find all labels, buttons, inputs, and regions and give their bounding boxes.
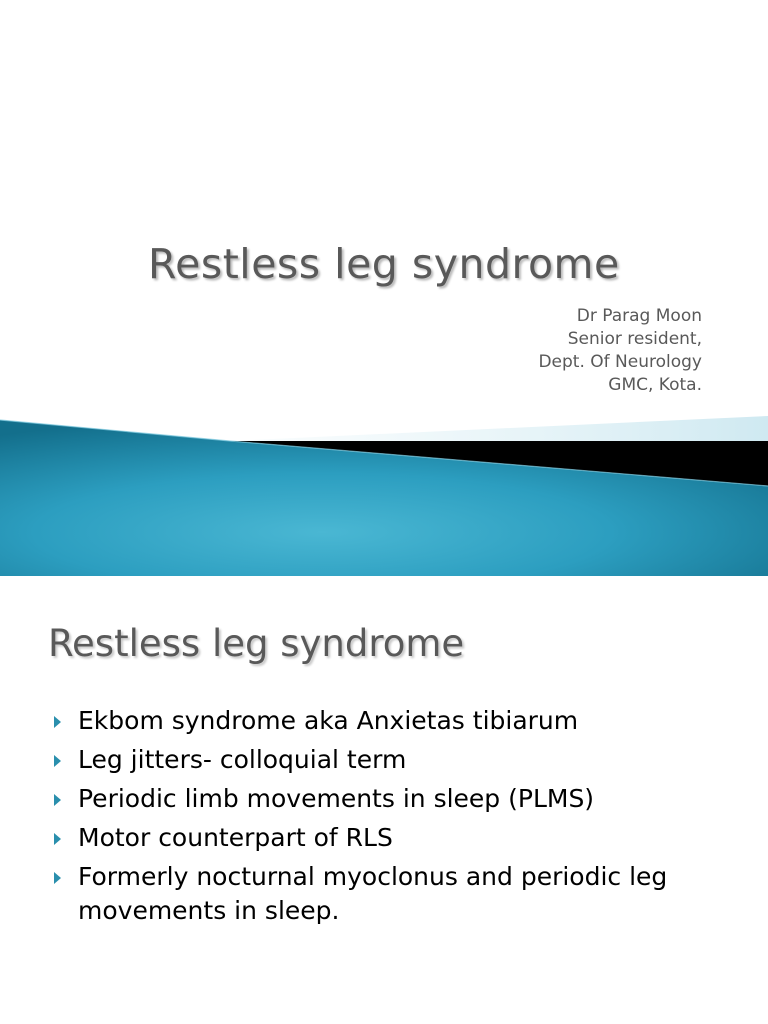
decorative-wave-band	[0, 410, 768, 576]
bullet-list	[54, 704, 714, 933]
list-item	[54, 821, 714, 855]
bullet-text: Periodic limb movements in sleep (PLMS)	[78, 784, 595, 813]
triangle-right-icon	[54, 872, 61, 884]
list-item	[54, 860, 714, 928]
bullet-text: Ekbom syndrome aka Anxietas tibiarum	[78, 706, 579, 735]
bullet-text: Leg jitters- colloquial term	[78, 745, 407, 774]
list-item	[54, 782, 714, 816]
band-light-shape	[230, 416, 768, 441]
bullet-text: Motor counterpart of RLS	[78, 823, 393, 852]
subtitle-line: Dr Parag Moon	[576, 306, 702, 326]
content-slide	[0, 576, 768, 1024]
list-item	[54, 704, 714, 738]
subtitle-line: GMC, Kota.	[608, 375, 702, 395]
bullet-text: Formerly nocturnal myoclonus and periodic leg movements in sleep.	[78, 862, 668, 925]
triangle-right-icon	[54, 833, 61, 845]
triangle-right-icon	[54, 794, 61, 806]
subtitle-line: Senior resident,	[567, 329, 702, 349]
triangle-right-icon	[54, 755, 61, 767]
list-item	[54, 743, 714, 777]
title-slide-title: Restless leg syndrome	[148, 240, 620, 288]
subtitle-line: Dept. Of Neurology	[538, 352, 702, 372]
title-slide-subtitle	[538, 305, 702, 397]
triangle-right-icon	[54, 716, 61, 728]
content-slide-title: Restless leg syndrome	[48, 622, 465, 665]
